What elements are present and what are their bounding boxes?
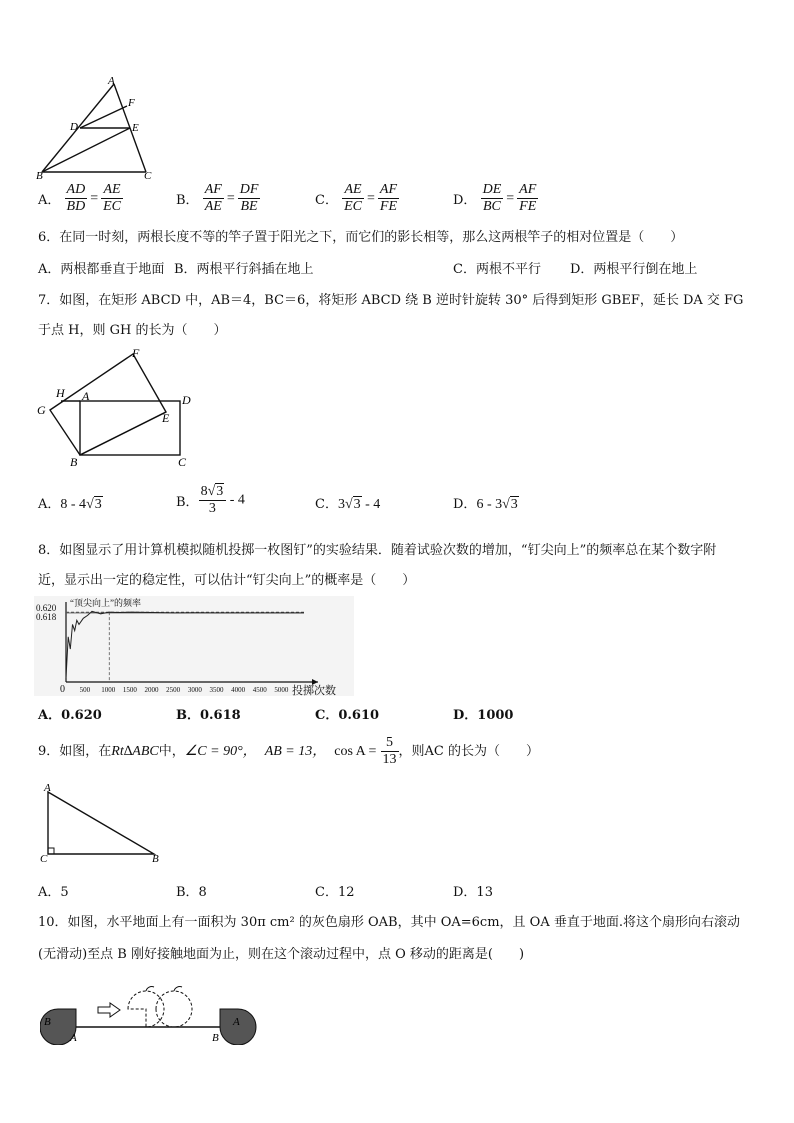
chart-y-tick-label: 0.620 [36,603,57,614]
q9-stem-angle: ∠C = 90°， [184,744,257,759]
q9-label-b: B [152,853,159,865]
q7-option-d[interactable]: D．6 - 3√3 [453,497,518,512]
q5-label-c: C [144,170,152,182]
q7-option-b-post: - 4 [229,492,245,508]
q7-option-d-letter: D． [453,497,477,512]
q7-stem-line1: 7．如图，在矩形 ABCD 中，AB＝4，BC＝6，将矩形 ABCD 绕 B 逆时针旋转 30° 后得到矩形 GBEF，延长 DA 交 FG [38,293,744,308]
q5-option-d-frac1: $\frac{DE}{BC}$ [482,182,502,214]
q7-option-b-letter: B． [176,495,199,510]
q5-option-c-letter: C． [315,193,338,208]
q7-option-b-frac: $\frac{8√3}{3}$ [199,484,227,517]
q7-option-a-rad: 3 [94,497,102,512]
q7-option-a-pre: 8 - 4 [60,497,87,512]
q5-option-d[interactable]: D． $\frac{DE}{BC}$ = $\frac{AF}{FE}$ [453,182,537,214]
q7-option-c-post: - 4 [365,497,381,512]
q7-label-c: C [178,455,187,469]
q5-option-d-frac2: $\frac{AF}{FE}$ [519,182,537,214]
q5-option-d-letter: D． [453,193,477,208]
q5-option-a-letter: A． [38,193,61,208]
q8-option-b[interactable]: B．0.618 [176,708,241,723]
q9-stem-ab: AB = 13， [264,744,327,759]
q5-option-c-frac2: $\frac{AF}{FE}$ [379,182,397,214]
q5-option-a[interactable]: A． $\frac{AD}{BD}$ = $\frac{AE}{EC}$ [38,182,121,214]
q7-label-h: H [56,386,65,400]
q9-stem-mid: 中， [158,744,185,759]
q9-stem-cos: cos A = [334,744,377,759]
q7-option-b[interactable] [176,484,245,517]
q6-option-c[interactable]: C．两根不平行 [453,262,541,277]
q10-sector-rolling-figure [40,985,260,1045]
chart-title: “顶尖向上”的频率 [70,598,141,608]
q9-stem-pre: 9．如图，在 [38,744,112,759]
q7-option-a-letter: A． [38,497,61,512]
chart-x-tick-label: 1500 [122,686,137,694]
q7-label-d: D [182,393,191,407]
q6-option-b[interactable]: B．两根平行斜插在地上 [174,262,314,277]
q5-label-e: E [132,122,139,134]
q9-option-d[interactable]: D．13 [453,885,493,900]
q8-frequency-chart [34,596,354,696]
q5-option-c[interactable]: C． $\frac{AE}{EC}$ = $\frac{AF}{FE}$ [315,182,397,214]
chart-y-tick-label: 0.618 [36,611,57,622]
q7-label-e: E [162,411,170,425]
q9-right-triangle-figure [36,782,166,868]
q8-option-c[interactable]: C．0.610 [315,708,380,723]
q10-stem-line1: 10．如图，水平地面上有一面积为 30π cm² 的灰色扇形 OAB，其中 OA=6cm，且 OA 垂直于地面.将这个扇形向右滚动 [38,915,740,930]
q10-label-o1: O [70,998,78,1010]
chart-x-tick-label: 2000 [144,686,159,694]
q8-option-d[interactable]: D．1000 [453,708,514,723]
q10-label-a2: A [233,1016,240,1028]
chart-x-tick-label: 3500 [209,686,224,694]
q9-label-c: C [40,853,48,865]
q7-option-c[interactable]: C．3√3 - 4 [315,497,381,512]
q9-option-b[interactable]: B．8 [176,885,207,900]
chart-x-label: 投掷次数 [292,685,336,696]
q7-option-c-pre: 3 [337,497,345,512]
q5-label-b: B [36,170,43,182]
q9-stem-post: ，则AC 的长为（ ） [398,744,539,759]
q5-option-a-frac1: $\frac{AD}{BD}$ [66,182,86,214]
q7-option-c-rad: 3 [353,497,361,512]
q9-label-a: A [44,782,51,794]
q9-stem [38,734,539,770]
chart-x-tick-label: 3000 [187,686,202,694]
q10-label-a1: A [70,1032,77,1044]
q7-label-a: A [82,389,90,403]
q7-label-f: F [132,346,140,360]
q8-option-a[interactable]: A．0.620 [38,708,102,723]
chart-x-tick-label: 1000 [101,686,116,694]
q6-stem: 6．在同一时刻，两根长度不等的竿子置于阳光之下，而它们的影长相等，那么这两根竿子的相对位置是（ ） [38,230,684,245]
q7-option-a[interactable]: A．8 - 4√3 [38,497,102,512]
q5-label-f: F [128,97,135,109]
chart-x-tick-label: 4000 [231,686,246,694]
q10-label-b2: B [212,1032,219,1044]
q8-stem-line2: 近，显示出一定的稳定性，可以估计“钉尖向上”的概率是（ ） [38,573,416,588]
q9-stem-triangle: Rt∆ABC [111,744,159,759]
q9-option-c[interactable]: C．12 [315,885,355,900]
q5-option-a-frac2: $\frac{AE}{EC}$ [103,182,121,214]
chart-x-tick-label: 4500 [252,686,267,694]
chart-x-tick-label: 0 [60,684,65,695]
q7-label-b: B [70,455,78,469]
q5-option-c-frac1: $\frac{AE}{EC}$ [344,182,362,214]
q10-label-o2: O [214,998,222,1010]
q7-option-c-letter: C． [315,497,338,512]
q7-label-g: G [37,403,46,417]
q10-stem-line2: (无滑动)至点 B 刚好接触地面为止，则在这个滚动过程中，点 O 移动的距离是( ) [38,947,525,962]
q10-label-b1: B [44,1016,51,1028]
q7-option-d-rad: 3 [510,497,518,512]
q5-option-b-frac1: $\frac{AF}{AE}$ [204,182,222,214]
q5-option-b-frac2: $\frac{DF}{BE}$ [239,182,259,214]
q7-option-d-pre: 6 - 3 [476,497,503,512]
q9-option-a[interactable]: A．5 [38,885,69,900]
q7-rectangle-figure [34,344,204,470]
chart-x-tick-label: 500 [79,686,91,694]
q7-stem-line2: 于点 H，则 GH 的长为（ ） [38,323,227,338]
chart-x-tick-label: 2500 [166,686,181,694]
q5-triangle-figure [30,74,160,182]
q5-label-a: A [108,75,115,87]
q8-stem-line1: 8．如图显示了用计算机模拟随机投掷一枚图钉”的实验结果．随着试验次数的增加，“钉尖向上”的频率总在某个数字附 [38,543,717,558]
q5-option-b[interactable]: B． $\frac{AF}{AE}$ = $\frac{DF}{BE}$ [176,182,259,214]
q9-stem-fraction: $\frac{5}{13}$ [382,735,397,767]
q5-option-b-letter: B． [176,193,199,208]
chart-x-tick-label: 5000 [274,686,289,694]
q5-label-d: D [70,121,78,133]
q6-option-d[interactable]: D．两根平行倒在地上 [570,262,698,277]
q6-option-a[interactable]: A．两根都垂直于地面 [38,262,165,277]
